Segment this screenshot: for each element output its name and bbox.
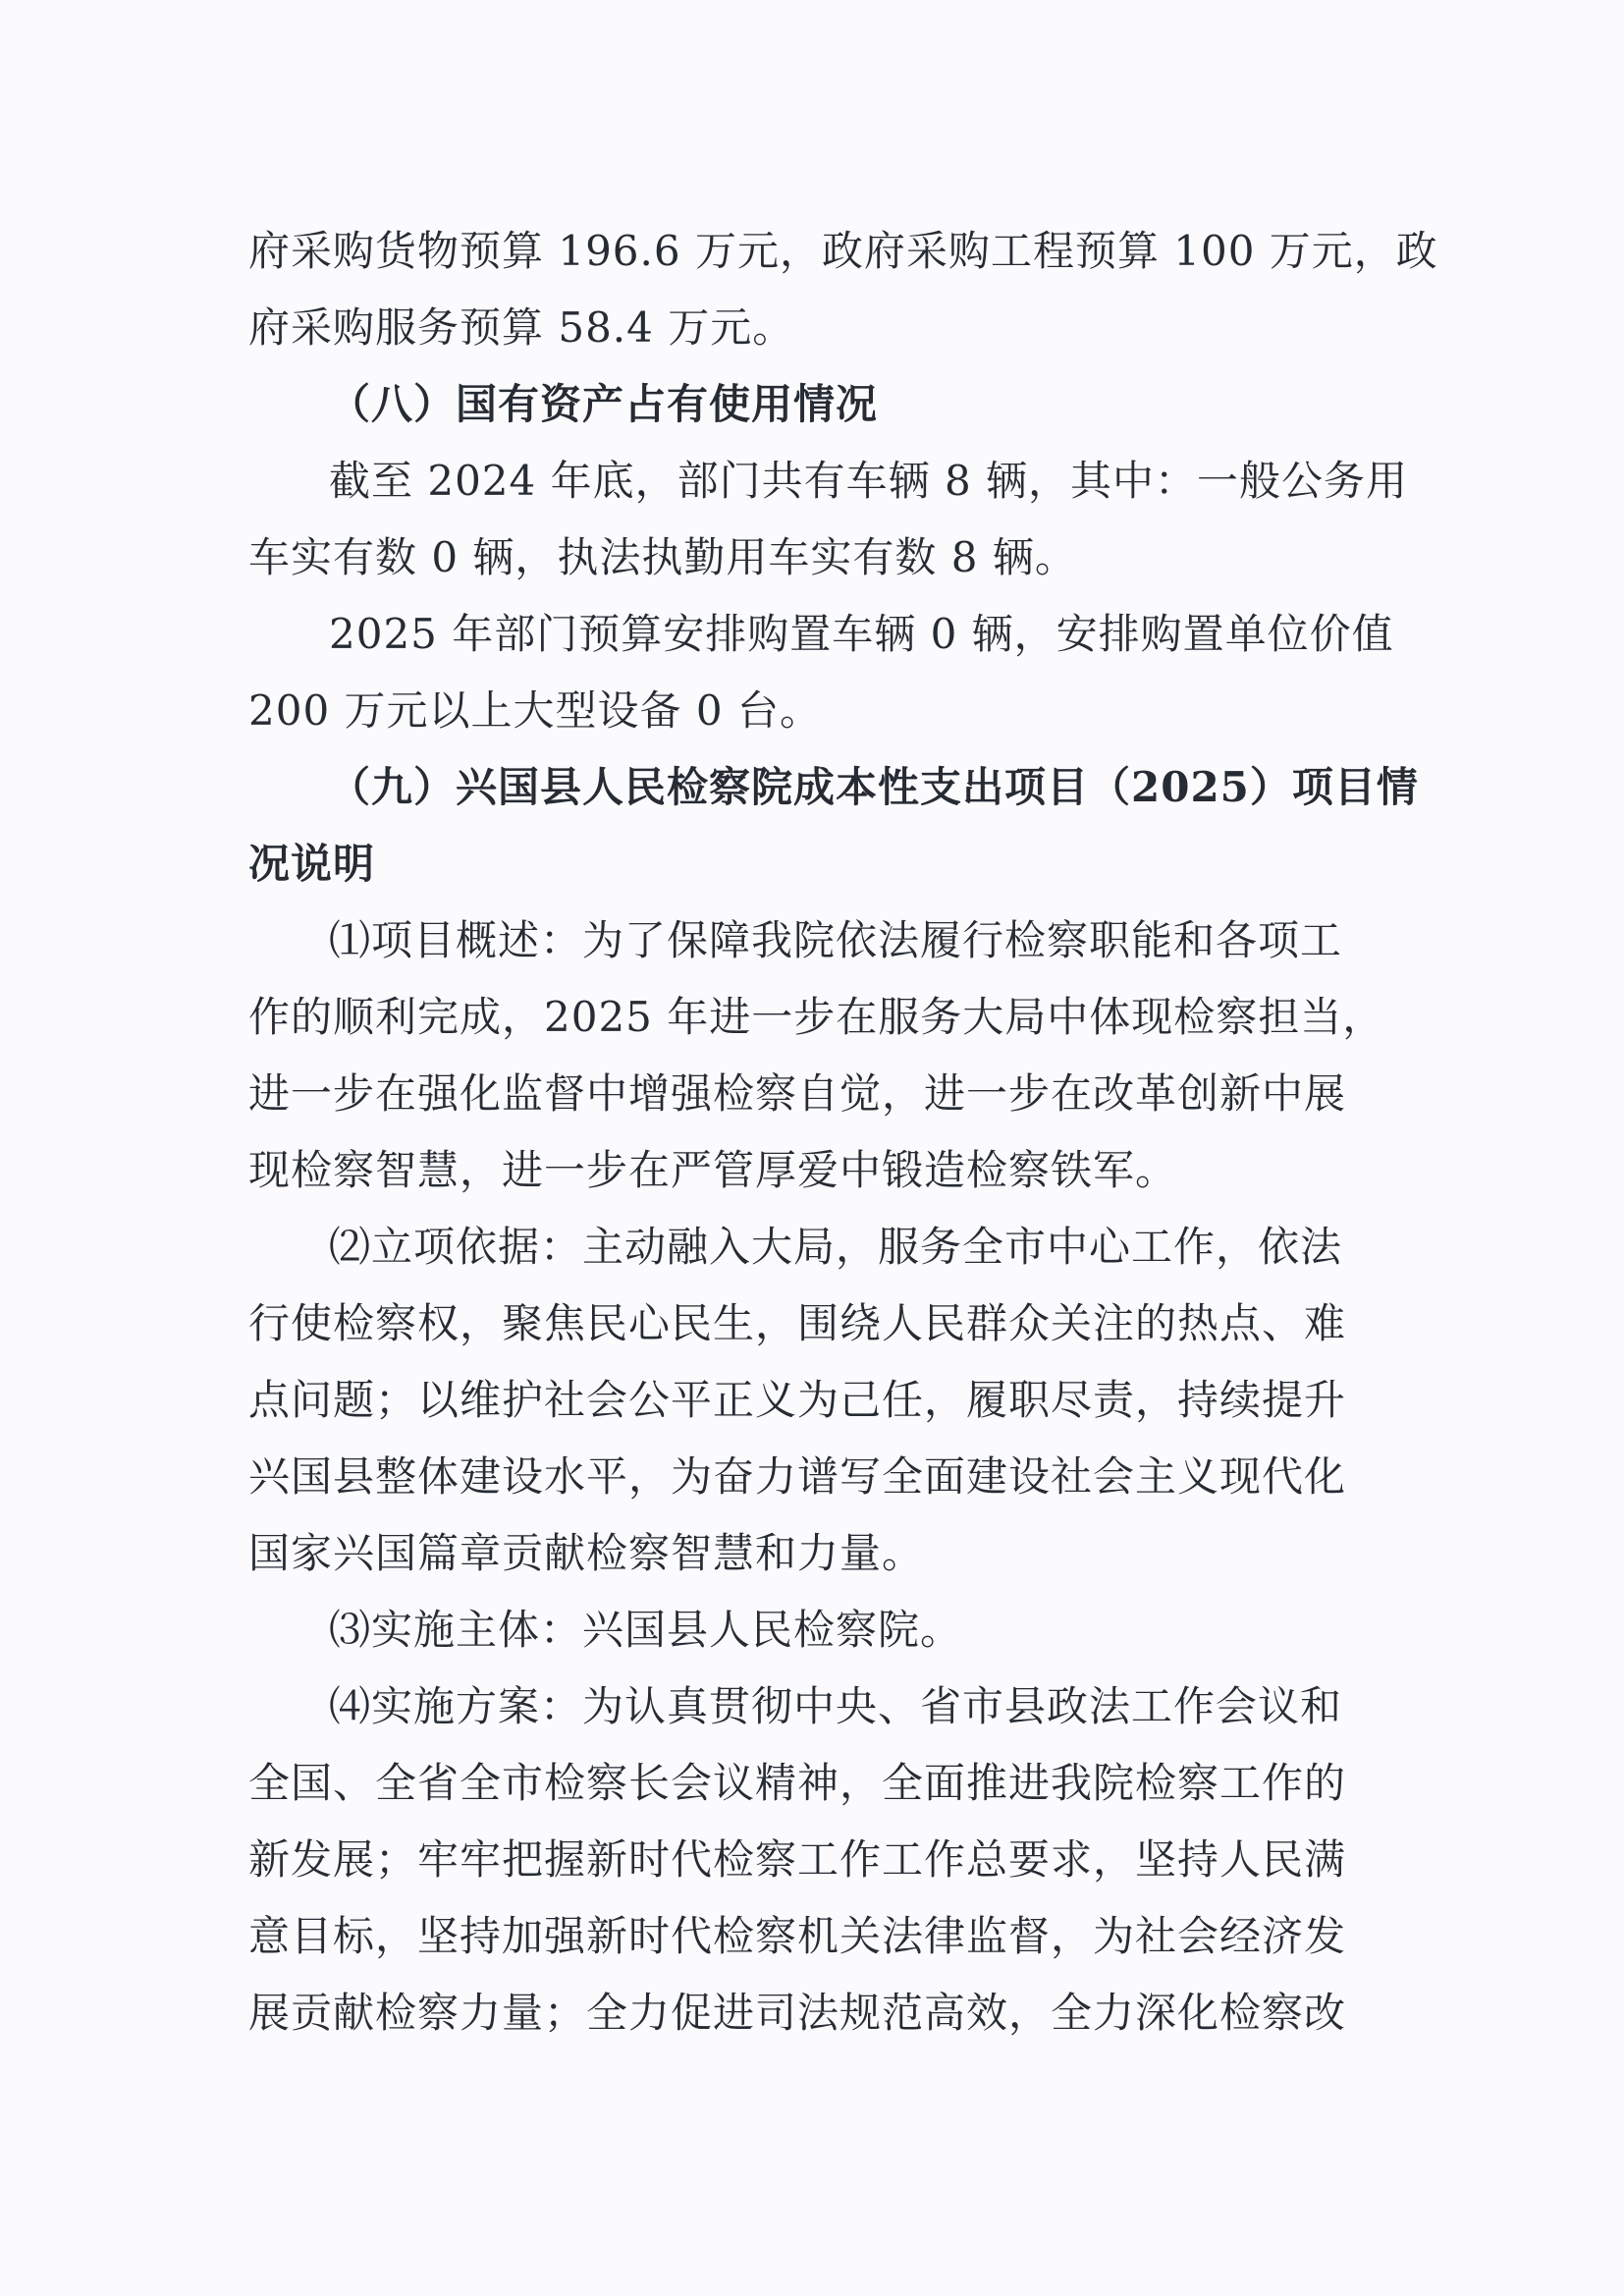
body-line: 展贡献检察力量；全力促进司法规范高效，全力深化检察改 bbox=[248, 1989, 1347, 2037]
body-line: 现检察智慧，进一步在严管厚爱中锻造检察铁军。 bbox=[248, 1146, 1178, 1194]
body-line: 200 万元以上大型设备 0 台。 bbox=[248, 686, 822, 735]
body-line: 作的顺利完成，2025 年进一步在服务大局中体现检察担当， bbox=[248, 993, 1385, 1041]
body-line: 兴国县整体建设水平，为奋力谱写全面建设社会主义现代化 bbox=[248, 1452, 1347, 1501]
body-line: 府采购货物预算 196.6 万元，政府采购工程预算 100 万元，政 bbox=[248, 227, 1438, 275]
body-line: 国家兴国篇章贡献检察智慧和力量。 bbox=[248, 1529, 925, 1577]
body-line: ⑶实施主体：兴国县人民检察院。 bbox=[329, 1606, 963, 1654]
body-line: 全国、全省全市检察长会议精神，全面推进我院检察工作的 bbox=[248, 1759, 1347, 1807]
body-line: 府采购服务预算 58.4 万元。 bbox=[248, 303, 795, 352]
section-heading-continuation: 况说明 bbox=[248, 840, 376, 888]
body-line: ⑷实施方案：为认真贯彻中央、省市县政法工作会议和 bbox=[329, 1682, 1343, 1730]
body-line: 行使检察权，聚焦民心民生，围绕人民群众关注的热点、难 bbox=[248, 1299, 1347, 1347]
section-heading: （八）国有资产占有使用情况 bbox=[329, 380, 879, 428]
body-line: 意目标，坚持加强新时代检察机关法律监督，为社会经济发 bbox=[248, 1912, 1347, 1960]
body-line: 进一步在强化监督中增强检察自觉，进一步在改革创新中展 bbox=[248, 1069, 1347, 1118]
body-line: 2025 年部门预算安排购置车辆 0 辆，安排购置单位价值 bbox=[329, 610, 1394, 658]
body-line: 截至 2024 年底，部门共有车辆 8 辆，其中：一般公务用 bbox=[329, 457, 1409, 505]
body-line: 点问题；以维护社会公平正义为己任，履职尽责，持续提升 bbox=[248, 1376, 1347, 1424]
body-line: 新发展；牢牢把握新时代检察工作工作总要求，坚持人民满 bbox=[248, 1835, 1347, 1884]
section-heading: （九）兴国县人民检察院成本性支出项目（2025）项目情 bbox=[329, 763, 1419, 811]
body-line: ⑵立项依据：主动融入大局，服务全市中心工作，依法 bbox=[329, 1223, 1343, 1271]
body-line: 车实有数 0 辆，执法执勤用车实有数 8 辆。 bbox=[248, 533, 1077, 581]
body-line: ⑴项目概述：为了保障我院依法履行检察职能和各项工 bbox=[329, 916, 1343, 964]
